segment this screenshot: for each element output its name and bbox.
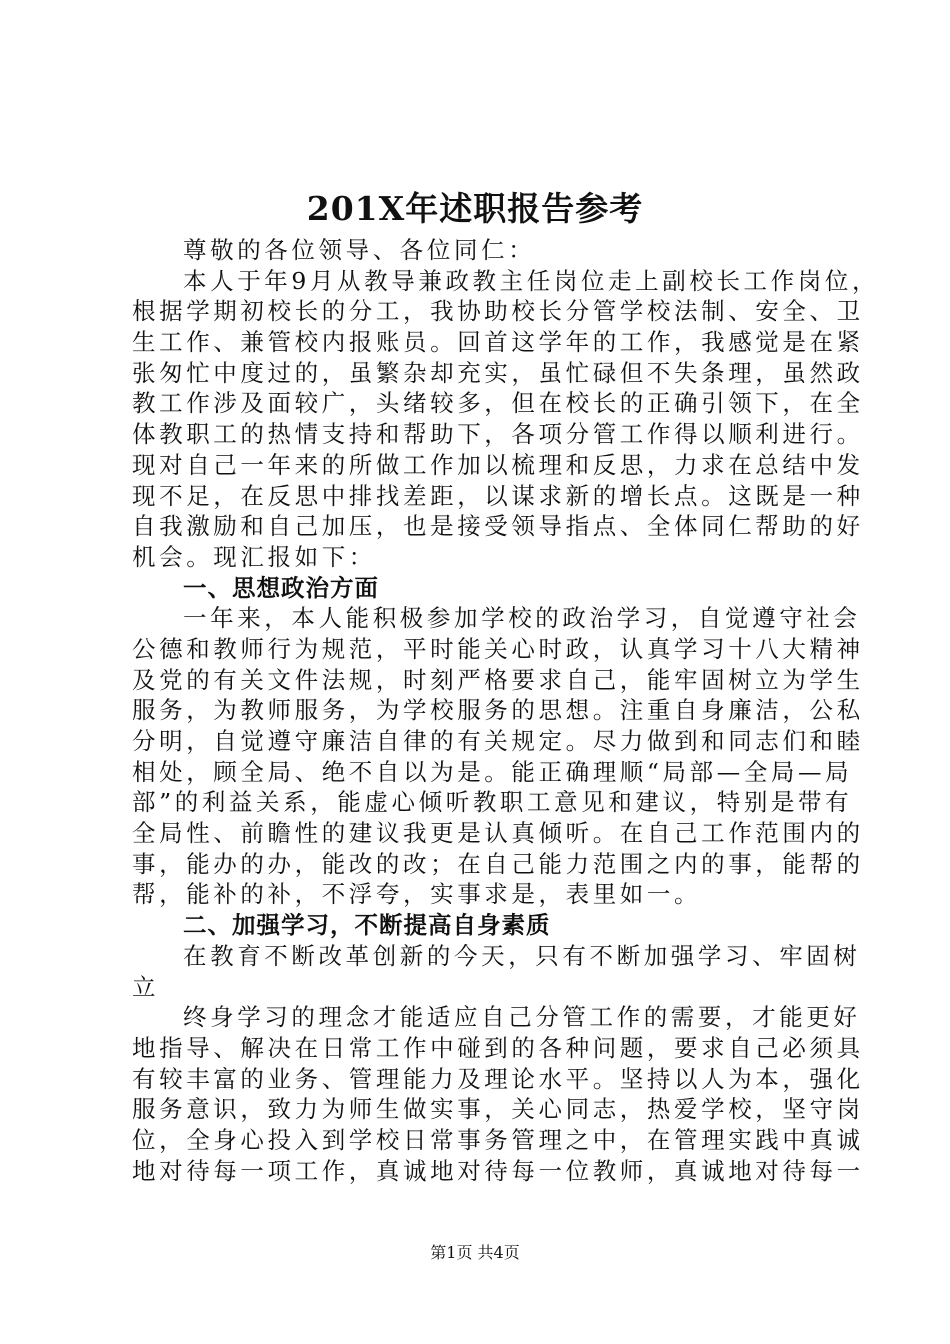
text-line: 现对自己一年来的所做工作加以梳理和反思，力求在总结中发 <box>132 450 864 479</box>
text-line: 有较丰富的业务、管理能力及理论水平。坚持以人为本，强化 <box>132 1064 864 1093</box>
text-line: 帮，能补的补，不浮夸，实事求是，表里如一。 <box>132 880 702 909</box>
text-line: 生工作、兼管校内报账员。回首这学年的工作，我感觉是在紧 <box>132 328 864 357</box>
text-line: 终身学习的理念才能适应自己分管工作的需要，才能更好 <box>183 1003 861 1032</box>
text-line: 现不足，在反思中排找差距，以谋求新的增长点。这既是一种 <box>132 481 864 510</box>
text-line: 服务意识，致力为师生做实事，关心同志，热爱学校，坚守岗 <box>132 1095 864 1124</box>
section-heading: 二、加强学习，不断提高自身素质 <box>183 911 551 940</box>
text-line: 根据学期初校长的分工，我协助校长分管学校法制、安全、卫 <box>132 297 864 326</box>
text-line: 张匆忙中度过的，虽繁杂却充实，虽忙碌但不失条理，虽然政 <box>132 358 864 387</box>
text-line: 体教职工的热情支持和帮助下，各项分管工作得以顺利进行。 <box>132 420 864 449</box>
text-line: 地对待每一项工作，真诚地对待每一位教师，真诚地对待每一 <box>132 1156 864 1185</box>
text-line: 部”的利益关系，能虚心倾听教职工意见和建议，特别是带有 <box>132 788 853 817</box>
text-line: 相处，顾全局、绝不自以为是。能正确理顺“局部—全局—局 <box>132 757 853 786</box>
text-line: 及党的有关文件法规，时刻严格要求自己，能牢固树立为学生 <box>132 665 864 694</box>
text-line: 一年来，本人能积极参加学校的政治学习，自觉遵守社会 <box>183 604 861 633</box>
text-line: 全局性、前瞻性的建议我更是认真倾听。在自己工作范围内的 <box>132 819 864 848</box>
text-line: 公德和教师行为规范，平时能关心时政，认真学习十八大精神 <box>132 634 864 663</box>
text-line: 立 <box>132 972 160 1001</box>
text-line: 分明，自觉遵守廉洁自律的有关规定。尽力做到和同志们和睦 <box>132 727 864 755</box>
text-line: 位，全身心投入到学校日常事务管理之中，在管理实践中真诚 <box>132 1125 864 1154</box>
text-line: 尊敬的各位领导、各位同仁： <box>183 236 536 264</box>
text-line: 机会。现汇报如下： <box>132 542 376 571</box>
document-body <box>132 235 880 1186</box>
text-line: 在教育不断改革创新的今天，只有不断加强学习、牢固树 <box>183 941 861 970</box>
text-line: 自我激励和自己加压，也是接受领导指点、全体同仁帮助的好 <box>132 512 864 541</box>
text-line: 地指导、解决在日常工作中碰到的各种问题，要求自己必须具 <box>132 1033 864 1062</box>
text-line: 本人于年9月从教导兼政教主任岗位走上副校长工作岗位， <box>183 266 880 295</box>
text-line: 服务，为教师服务，为学校服务的思想。注重自身廉洁，公私 <box>132 696 864 725</box>
page-footer: 第1页 共4页 <box>430 1243 520 1262</box>
text-line: 事，能办的办，能改的改；在自己能力范围之内的事，能帮的 <box>132 849 864 878</box>
text-line: 教工作涉及面较广，头绪较多，但在校长的正确引领下，在全 <box>132 389 864 418</box>
document-title: 201X年述职报告参考 <box>306 189 644 228</box>
section-heading: 一、思想政治方面 <box>183 573 379 602</box>
